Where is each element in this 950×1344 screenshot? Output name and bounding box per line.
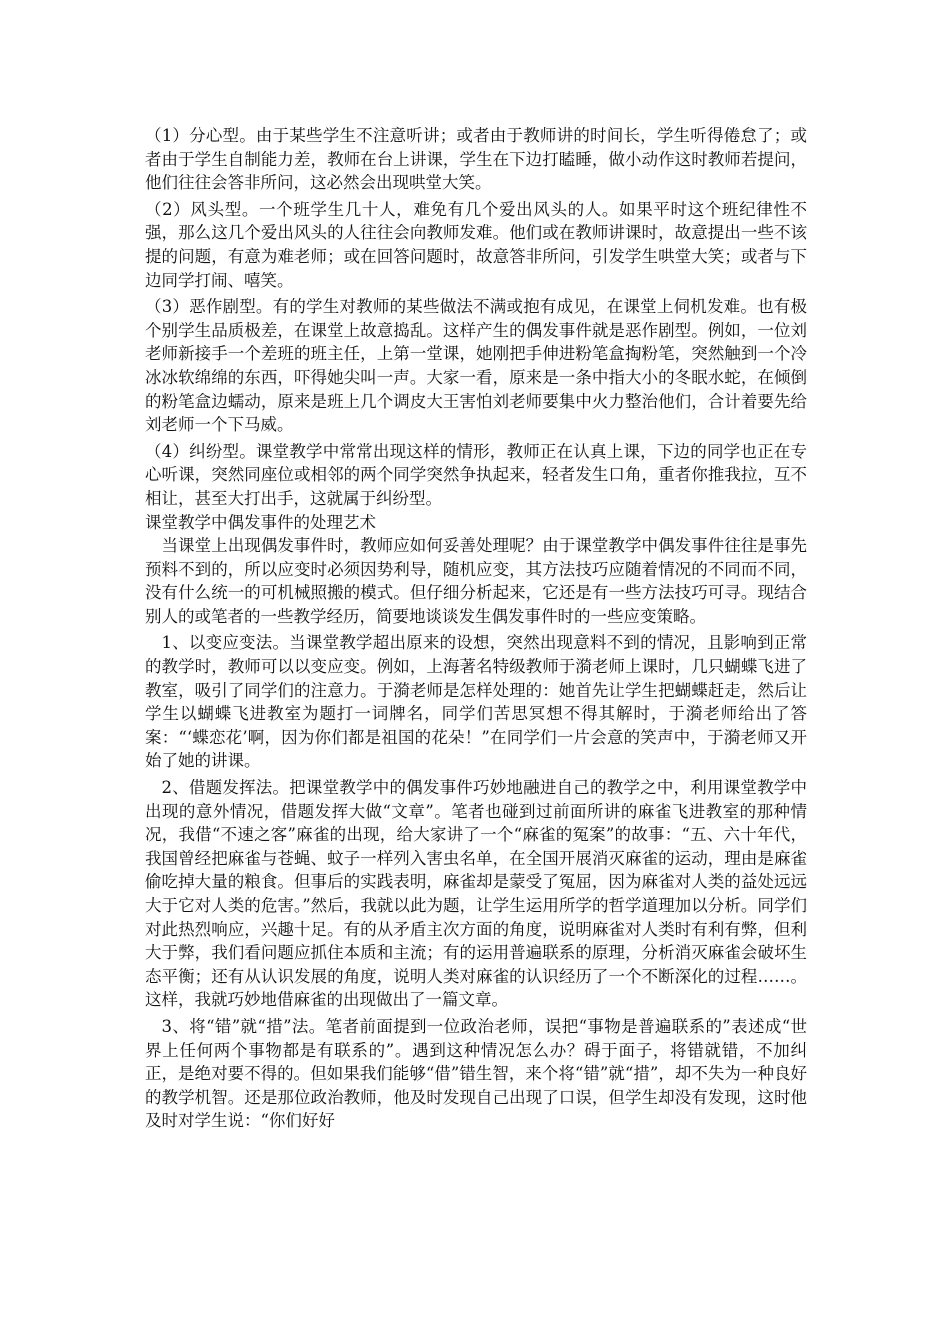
paragraph-method-2: 2、借题发挥法。把课堂教学中的偶发事件巧妙地融进自己的教学之中，利用课堂教学中出现的意外情况，借题发挥大做“文章”。笔者也碰到过前面所讲的麻雀飞进教室的那种情况，我借“不速之客”麻雀的出现，给大家讲了一个“麻雀的冤案”的故事：“五、六十年代，我国曾经把麻雀与苍蝇、蚊子一样列入害虫名单，在全国开展消灭麻雀的运动，理由是麻雀偷吃掉大量的粮食。但事后的实践表明，麻雀却是蒙受了冤屈，因为麻雀对人类的益处远远大于它对人类的危害。”然后，我就以此为题，让学生运用所学的哲学道理加以分析。同学们对此热烈响应，兴趣十足。有的从矛盾主次方面的角度，说明麻雀对人类时有利有弊，但利大于弊，我们看问题应抓住本质和主流；有的运用普遍联系的原理，分析消灭麻雀会破坏生态平衡；还有从认识发展的角度，说明人类对麻雀的认识经历了一个不断深化的过程……。这样，我就巧妙地借麻雀的出现做出了一篇文章。 bbox=[145, 778, 807, 1010]
paragraph-method-3: 3、将“错”就“措”法。笔者前面提到一位政治老师，误把“事物是普遍联系的”表述成“世界上任何两个事物都是有联系的”。遇到这种情况怎么办？碍于面子，将错就错，不加纠正，是绝对要不得的。但如果我们能够“借”错生智，来个将“错”就“措”，却不失为一种良好的教学机智。还是那位政治教师，他及时发现自己出现了口误，但学生却没有发现，这时他及时对学生说：“你们好好 bbox=[145, 1016, 807, 1131]
paragraph-showoff-type: （2）风头型。一个班学生几十人，难免有几个爱出风头的人。如果平时这个班纪律性不强，那么这几个爱出风头的人往往会向教师发难。他们或在教师讲课时，故意提出一些不该提的问题，有意为难老师；或在回答问题时，故意答非所问，引发学生哄堂大笑；或者与下边同学打闹、嘻笑。 bbox=[145, 199, 807, 290]
paragraph-distraction-type: （1）分心型。由于某些学生不注意听讲；或者由于教师讲的时间长，学生听得倦怠了；或者由于学生自制能力差，教师在台上讲课，学生在下边打瞌睡，做小动作这时教师若提问，他们往往会答非所问，这必然会出现哄堂大笑。 bbox=[145, 126, 807, 193]
paragraph-prank-type: （3）恶作剧型。有的学生对教师的某些做法不满或抱有成见，在课堂上伺机发难。也有极个别学生品质极差，在课堂上故意捣乱。这样产生的偶发事件就是恶作剧型。例如，一位刘老师新接手一个差班的班主任，上第一堂课，她刚把手伸进粉笔盒掏粉笔，突然触到一个冷冰冰软绵绵的东西，吓得她尖叫一声。大家一看，原来是一条中指大小的冬眠水蛇，在倾倒的粉笔盒边蠕动，原来是班上几个调皮大王害怕刘老师要集中火力整治他们，合计着要先给刘老师一个下马威。 bbox=[145, 297, 807, 435]
document-page bbox=[145, 124, 807, 1133]
paragraph-method-1: 1、以变应变法。当课堂教学超出原来的设想，突然出现意料不到的情况，且影响到正常的教学时，教师可以以变应变。例如，上海著名特级教师于漪老师上课时，几只蝴蝶飞进了教室，吸引了同学们的注意力。于漪老师是怎样处理的：她首先让学生把蝴蝶赶走，然后让学生以蝴蝶飞进教室为题打一词牌名，同学们苦思冥想不得其解时，于漪老师给出了答案：“‘蝶恋花’啊，因为你们都是祖国的花朵！”在同学们一片会意的笑声中，于漪老师又开始了她的讲课。 bbox=[145, 633, 807, 771]
paragraph-intro: 当课堂上出现偶发事件时，教师应如何妥善处理呢？由于课堂教学中偶发事件往往是事先预料不到的，所以应变时必须因势利导，随机应变，其方法技巧应随着情况的不同而不同，没有什么统一的可机械照搬的模式。但仔细分析起来，它还是有一些方法技巧可寻。现结合别人的或笔者的一些教学经历，简要地谈谈发生偶发事件时的一些应变策略。 bbox=[145, 536, 807, 626]
paragraph-dispute-type: （4）纠纷型。课堂教学中常常出现这样的情形，教师正在认真上课，下边的同学也正在专心听课，突然同座位或相邻的两个同学突然争执起来，轻者发生口角，重者你推我拉，互不相让，甚至大打出手，这就属于纠纷型。 bbox=[145, 441, 807, 508]
section-heading: 课堂教学中偶发事件的处理艺术 bbox=[145, 512, 376, 532]
